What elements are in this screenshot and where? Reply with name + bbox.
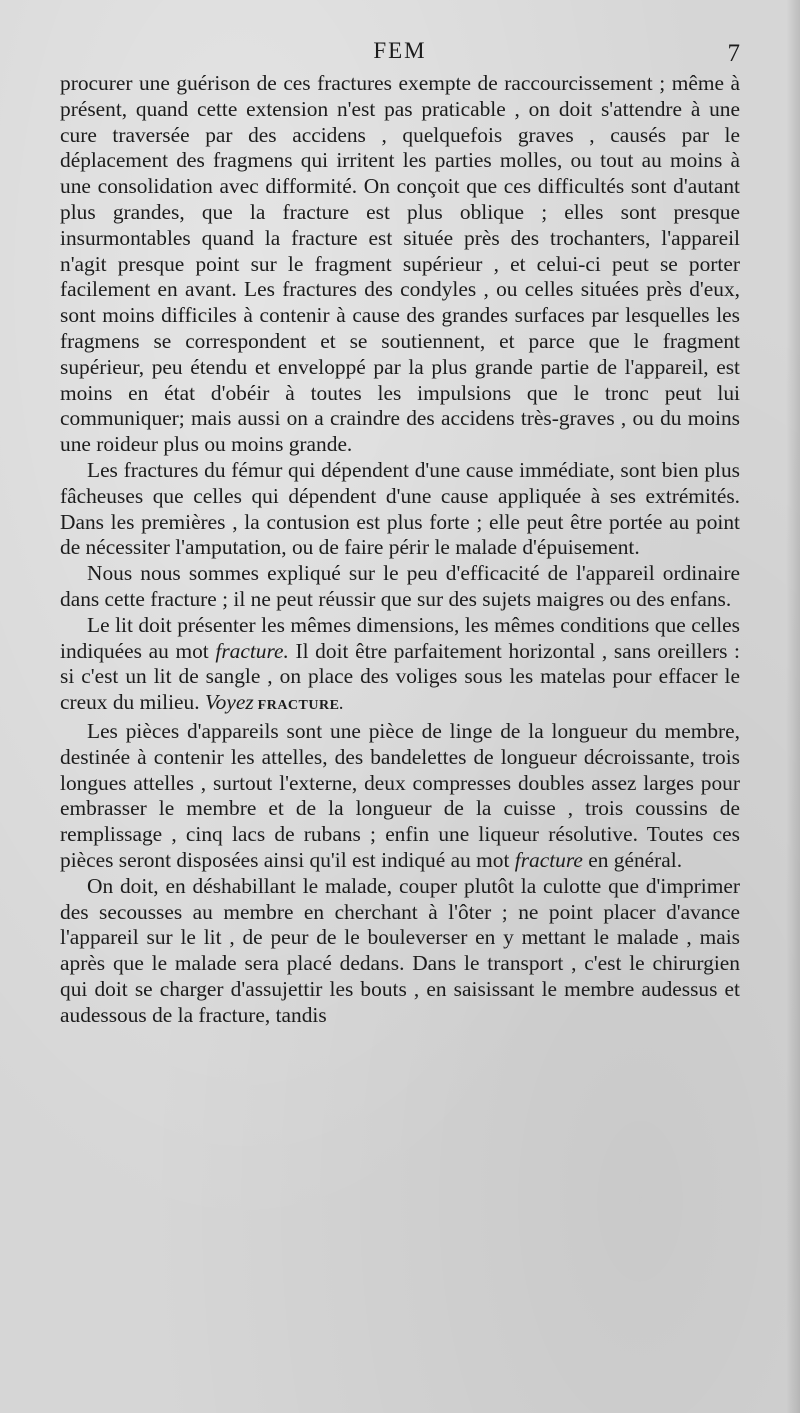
paragraph-4-text-start: Le lit doit présenter les mêmes dimensions, les mêmes conditions que celles indiquées au mot bbox=[60, 612, 740, 663]
paragraph-3: Nous nous sommes expliqué sur le peu d'efficacité de l'appareil ordinaire dans cette fracture ; il ne peut réussir que sur des sujets maigres ou des enfans. bbox=[60, 561, 740, 611]
paragraph-6: On doit, en déshabillant le malade, couper plutôt la culotte que d'imprimer des secousses au membre en cherchant à l'ôter ; ne point placer d'avance l'appareil sur le lit , de peur de le bouleverser en y mettant le malade , mais après que le malade sera placé dedans. Dans le transport , c'est le chirurgien qui doit se charger d'assujettir les bouts , en saisissant le membre audessus et audessous de la fracture, tandis bbox=[60, 873, 740, 1027]
body-text bbox=[60, 71, 740, 1028]
page-number: 7 bbox=[727, 40, 740, 67]
paragraph-5 bbox=[60, 719, 740, 874]
paragraph-4 bbox=[60, 613, 740, 719]
paragraph-4-italic-voyez: Voyez bbox=[204, 690, 254, 715]
paragraph-5-italic-fracture: fracture bbox=[514, 847, 583, 872]
paragraph-5-text-start: Les pièces d'appareils sont une pièce de linge de la longueur du membre, destinée à contenir les attelles, des bandelettes de longueur décroissante, trois longues attelles , surtout l'externe, deux compresses doubles assez larges pour embrasser le membre et de la longueur de la cuisse , trois coussins de remplissage , cinq lacs de rubans ; enfin une liqueur résolutive. Toutes ces pièces seront disposées ainsi qu'il est indiqué au mot bbox=[60, 718, 740, 872]
paragraph-5-text-end: en général. bbox=[582, 847, 683, 872]
paragraph-4-cross-reference: FRACTURE. bbox=[253, 698, 344, 714]
running-head: FEM bbox=[373, 38, 427, 63]
page-header bbox=[60, 38, 740, 72]
paragraph-4-italic-fracture: fracture. bbox=[215, 638, 289, 663]
paragraph-2: Les fractures du fémur qui dépendent d'une cause immédiate, sont bien plus fâcheuses que celles qui dépendent d'une cause appliquée à ses extrémités. Dans les premières , la contusion est plus forte ; elle peut être portée au point de nécessiter l'amputation, ou de faire périr le malade d'épuisement. bbox=[60, 457, 740, 560]
paragraph-1: procurer une guérison de ces fractures exempte de raccourcissement ; même à présent, quand cette extension n'est pas praticable , on doit s'attendre à une cure traversée par des accidens , quelquefois graves , causés par le déplacement des fragmens qui irritent les parties molles, ou tout au moins à une consolidation avec difformité. On conçoit que ces difficultés sont d'autant plus grandes, que la fracture est plus oblique ; elles sont presque insurmontables quand la fracture est située près des trochanters, l'appareil n'agit presque point sur le fragment supérieur , et celui-ci peut se porter facilement en avant. Les fractures des condyles , ou celles situées près d'eux, sont moins difficiles à contenir à cause des grandes surfaces par lesquelles les fragmens se correspondent et se soutiennent, et parce que le fragment supérieur, peu étendu et enveloppé par la plus grande partie de l'appareil, est moins en état d'obéir à toutes les impulsions que le tronc peut lui communiquer; mais aussi on a craindre des accidens très-graves , ou du moins une roideur plus ou moins grande. bbox=[60, 71, 740, 457]
page-edge-shadow bbox=[786, 0, 800, 1413]
paragraph-4-text-middle: Il doit être parfaitement horizontal , sans oreillers : si c'est un lit de sangle , on place des voliges sous les matelas pour effacer le creux du milieu. bbox=[60, 638, 740, 715]
